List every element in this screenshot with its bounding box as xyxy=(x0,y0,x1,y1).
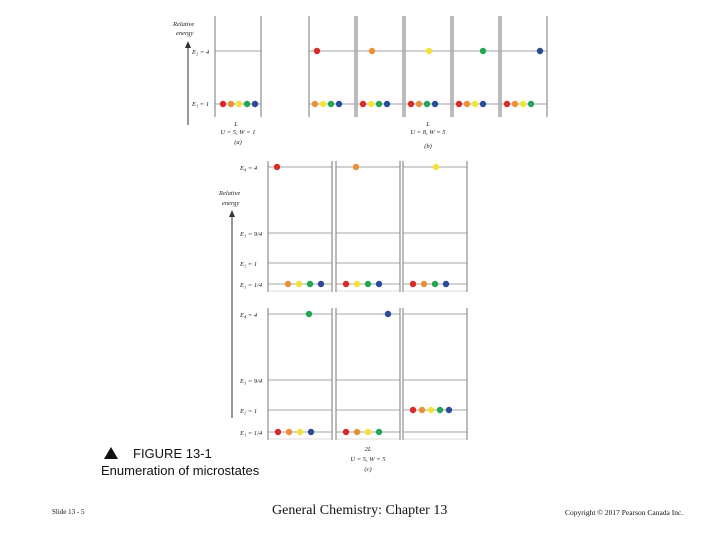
yellow-particle-dot xyxy=(320,101,326,107)
blue-particle-dot xyxy=(385,311,391,317)
blue-particle-dot xyxy=(446,407,452,413)
copyright-notice: Copyright © 2017 Pearson Canada Inc. xyxy=(565,508,684,517)
yellow-particle-dot xyxy=(236,101,242,107)
red-particle-dot xyxy=(410,407,416,413)
figure-caption-title: Enumeration of microstates xyxy=(101,463,260,478)
orange-particle-dot xyxy=(419,407,425,413)
orange-particle-dot xyxy=(228,101,234,107)
blue-particle-dot xyxy=(308,429,314,435)
yellow-particle-dot xyxy=(354,281,360,287)
red-particle-dot xyxy=(314,48,320,54)
figure-panel-c xyxy=(218,161,467,473)
blue-particle-dot xyxy=(318,281,324,287)
red-particle-dot xyxy=(504,101,510,107)
slide-number: Slide 13 - 5 xyxy=(52,508,85,516)
panel-a-length-label: L xyxy=(234,121,238,128)
green-particle-dot xyxy=(437,407,443,413)
green-particle-dot xyxy=(307,281,313,287)
blue-particle-dot xyxy=(480,101,486,107)
panel-c-energy-label: U = 5, W = 5 xyxy=(350,456,386,463)
red-particle-dot xyxy=(343,429,349,435)
red-particle-dot xyxy=(343,281,349,287)
microstate-box-lower xyxy=(403,308,467,440)
footer-title: General Chemistry: Chapter 13 xyxy=(272,503,448,518)
red-particle-dot xyxy=(220,101,226,107)
orange-particle-dot xyxy=(286,429,292,435)
green-particle-dot xyxy=(365,281,371,287)
blue-particle-dot xyxy=(384,101,390,107)
blue-particle-dot xyxy=(252,101,258,107)
orange-particle-dot xyxy=(421,281,427,287)
yellow-particle-dot xyxy=(368,101,374,107)
green-particle-dot xyxy=(528,101,534,107)
microstate-box xyxy=(215,16,261,117)
red-particle-dot xyxy=(275,429,281,435)
panel-a-label: (a) xyxy=(234,139,242,146)
level-label-upper: E₃ = 9/4 xyxy=(240,231,263,238)
microstate-box-upper xyxy=(268,161,332,292)
panel-a-energy-label: U = 5, W = 1 xyxy=(220,129,256,136)
orange-particle-dot xyxy=(369,48,375,54)
yellow-particle-dot xyxy=(428,407,434,413)
microstate-box xyxy=(501,16,547,117)
microstate-box-lower xyxy=(336,308,400,440)
red-particle-dot xyxy=(408,101,414,107)
green-particle-dot xyxy=(376,101,382,107)
red-particle-dot xyxy=(274,164,280,170)
orange-particle-dot xyxy=(354,429,360,435)
green-particle-dot xyxy=(424,101,430,107)
blue-particle-dot xyxy=(432,101,438,107)
level-label-e1: E₁ = 1 xyxy=(192,101,210,108)
level-label-lower: E₂ = 1 xyxy=(240,408,258,415)
figure-panels-a-b xyxy=(172,16,547,150)
yellow-particle-dot xyxy=(297,429,303,435)
level-label-lower: E₁ = 1/4 xyxy=(240,430,263,437)
panel-b-length-label: L xyxy=(426,121,430,128)
axis-label-relative: Relative xyxy=(219,190,241,197)
level-label-lower: E₄ = 4 xyxy=(240,312,258,319)
triangle-marker-icon xyxy=(104,447,118,459)
green-particle-dot xyxy=(328,101,334,107)
yellow-particle-dot xyxy=(520,101,526,107)
level-label-upper: E₂ = 1 xyxy=(240,261,258,268)
orange-particle-dot xyxy=(353,164,359,170)
yellow-particle-dot xyxy=(433,164,439,170)
blue-particle-dot xyxy=(336,101,342,107)
orange-particle-dot xyxy=(416,101,422,107)
blue-particle-dot xyxy=(376,281,382,287)
panel-b-label: (b) xyxy=(424,143,432,150)
microstate-box xyxy=(357,16,403,117)
red-particle-dot xyxy=(456,101,462,107)
green-particle-dot xyxy=(480,48,486,54)
level-label-upper: E₄ = 4 xyxy=(240,165,258,172)
orange-particle-dot xyxy=(464,101,470,107)
level-label-lower: E₃ = 9/4 xyxy=(240,378,263,385)
microstate-box-lower xyxy=(268,308,332,440)
yellow-particle-dot xyxy=(365,429,371,435)
red-particle-dot xyxy=(410,281,416,287)
microstate-box xyxy=(453,16,499,117)
panel-b-energy-label: U = 8, W = 5 xyxy=(410,129,446,136)
green-particle-dot xyxy=(306,311,312,317)
green-particle-dot xyxy=(376,429,382,435)
figure-caption-number: FIGURE 13-1 xyxy=(133,446,212,461)
microstate-box xyxy=(405,16,451,117)
level-label-upper: E₁ = 1/4 xyxy=(240,282,263,289)
microstate-box-upper xyxy=(336,161,400,292)
axis-label-energy: energy xyxy=(222,200,240,207)
level-label-e2: E₂ = 4 xyxy=(192,49,210,56)
axis-label-relative: Relative xyxy=(173,21,195,28)
blue-particle-dot xyxy=(537,48,543,54)
orange-particle-dot xyxy=(512,101,518,107)
energy-axis-arrow-icon xyxy=(229,210,235,217)
panel-c-label: (c) xyxy=(364,466,372,473)
yellow-particle-dot xyxy=(426,48,432,54)
energy-axis-arrow-icon xyxy=(185,41,191,48)
microstate-box xyxy=(309,16,355,117)
panel-c-length-label: 2L xyxy=(364,446,372,453)
green-particle-dot xyxy=(432,281,438,287)
blue-particle-dot xyxy=(443,281,449,287)
orange-particle-dot xyxy=(285,281,291,287)
yellow-particle-dot xyxy=(296,281,302,287)
yellow-particle-dot xyxy=(472,101,478,107)
green-particle-dot xyxy=(244,101,250,107)
red-particle-dot xyxy=(360,101,366,107)
microstate-box-upper xyxy=(403,161,467,292)
axis-label-energy: energy xyxy=(176,30,194,37)
orange-particle-dot xyxy=(312,101,318,107)
